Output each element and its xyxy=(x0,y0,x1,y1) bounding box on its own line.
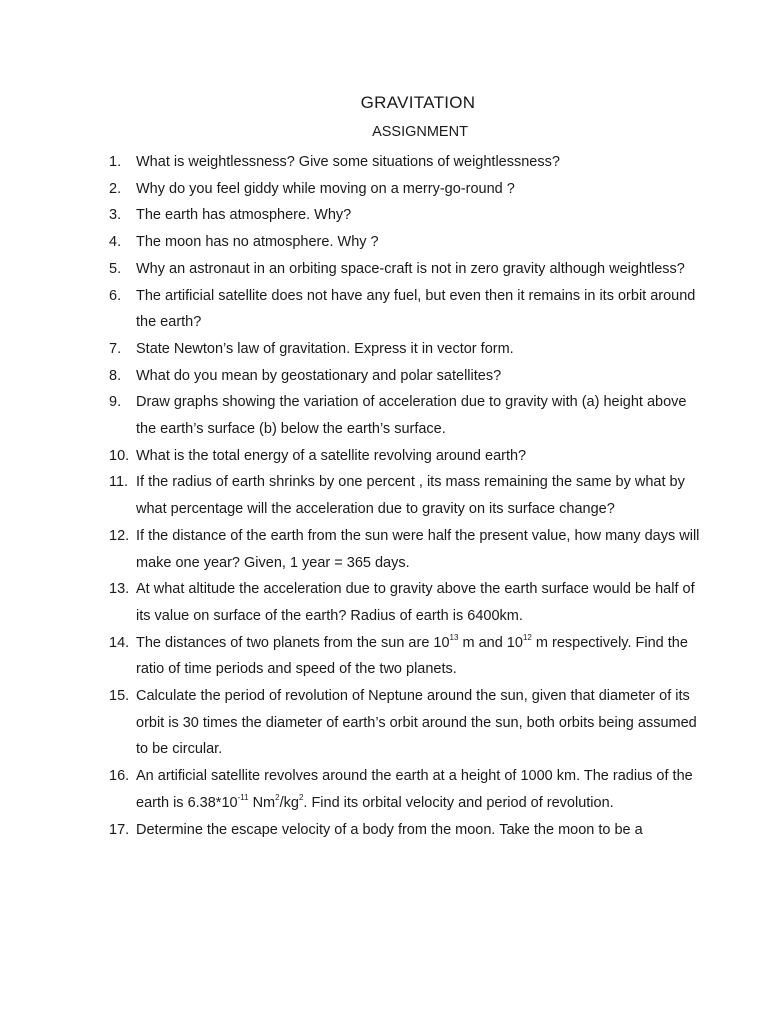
superscript: 12 xyxy=(522,632,532,642)
question-item xyxy=(109,336,709,363)
question-text-part: What do you mean by geostationary and polar satellites? xyxy=(136,367,502,384)
question-number: 10. xyxy=(109,447,130,464)
question-text xyxy=(136,448,526,464)
question-text-part: At what altitude the acceleration due to gravity above the earth surface would be half of its value on surface of the earth? Radius of earth is 6400km. xyxy=(136,581,695,624)
question-text xyxy=(136,581,695,624)
question-item xyxy=(109,176,709,203)
question-text xyxy=(136,632,688,678)
question-text-part: What is the total energy of a satellite revolving around earth? xyxy=(136,447,527,464)
superscript: 2 xyxy=(298,793,304,803)
question-number: 15. xyxy=(109,688,130,705)
question-text-part: State Newton’s law of gravitation. Express it in vector form. xyxy=(136,340,514,357)
question-number: 2. xyxy=(109,180,122,197)
question-item xyxy=(109,469,709,522)
question-text-part: If the distance of the earth from the sun were half the present value, how many days will make one year? Given, 1 year = 365 days. xyxy=(136,527,700,571)
question-number: 14. xyxy=(109,634,130,651)
question-text xyxy=(136,368,501,384)
question-text-part: Nm xyxy=(248,794,276,811)
question-list xyxy=(109,149,709,843)
question-item xyxy=(109,363,709,390)
question-text-part: An artificial satellite revolves around the earth at a height of 1000 km. The radius of the earth is 6.38*10 xyxy=(136,768,693,811)
question-text xyxy=(136,181,515,197)
question-text xyxy=(136,288,695,331)
question-number: 4. xyxy=(109,234,122,251)
question-item xyxy=(109,630,709,683)
question-text xyxy=(136,528,699,571)
question-item xyxy=(109,283,709,336)
question-text xyxy=(136,234,379,250)
question-number: 5. xyxy=(109,260,122,277)
question-item xyxy=(109,229,709,256)
question-number: 7. xyxy=(109,340,122,357)
question-item xyxy=(109,443,709,470)
question-text xyxy=(136,154,560,170)
question-text-part: /kg xyxy=(279,794,299,811)
question-number: 13. xyxy=(109,581,130,598)
question-text-part: The earth has atmosphere. Why? xyxy=(136,207,352,224)
question-text-part: If the radius of earth shrinks by one percent , its mass remaining the same by what by what percentage will the acceleration due to gravity on its surface change? xyxy=(136,474,685,518)
question-text xyxy=(136,822,643,838)
question-item xyxy=(109,389,709,442)
question-text-part: Why do you feel giddy while moving on a merry-go-round ? xyxy=(136,180,515,197)
question-text-part: Draw graphs showing the variation of acceleration due to gravity with (a) height above the earth’s surface (b) below the earth’s surface. xyxy=(136,394,687,438)
document-subtitle: ASSIGNMENT xyxy=(372,124,468,140)
question-number: 17. xyxy=(109,821,130,838)
question-text xyxy=(136,341,514,357)
question-text-part: Calculate the period of revolution of Neptune around the sun, given that diameter of its orbit is 30 times the diameter of earth’s orbit around the sun, both orbits being assumed to be circular. xyxy=(136,688,697,758)
question-text-part: . Find its orbital velocity and period of revolution. xyxy=(303,794,614,811)
question-number: 11. xyxy=(109,474,129,491)
question-text-part: Determine the escape velocity of a body from the moon. Take the moon to be a xyxy=(136,821,643,838)
question-text-part: The moon has no atmosphere. Why ? xyxy=(136,234,379,251)
document-title: GRAVITATION xyxy=(360,93,476,112)
question-text-part: What is weightlessness? Give some situations of weightlessness? xyxy=(136,154,560,170)
question-item xyxy=(109,817,709,844)
question-number: 16. xyxy=(109,768,130,785)
question-text-part: The artificial satellite does not have any fuel, but even then it remains in its orbit around the earth? xyxy=(136,287,696,331)
question-text xyxy=(136,261,685,277)
question-item xyxy=(109,202,709,229)
question-number: 9. xyxy=(109,394,122,411)
question-number: 6. xyxy=(109,287,122,304)
question-item xyxy=(109,763,709,816)
question-text-part: m and 10 xyxy=(458,634,523,651)
superscript: 2 xyxy=(275,793,280,803)
question-text xyxy=(136,768,693,811)
question-item xyxy=(109,149,709,176)
question-text-part: Why an astronaut in an orbiting space-craft is not in zero gravity although weightless? xyxy=(136,260,685,277)
question-text xyxy=(136,394,687,437)
question-item xyxy=(109,683,709,763)
superscript: 13 xyxy=(449,632,459,642)
question-text xyxy=(136,474,685,517)
question-item xyxy=(109,256,709,283)
question-number: 12. xyxy=(109,527,130,544)
question-text-part: m respectively. Find the ratio of time periods and speed of the two planets. xyxy=(136,634,688,678)
question-number: 3. xyxy=(109,207,122,224)
question-item xyxy=(109,576,709,629)
question-text xyxy=(136,207,351,223)
superscript: -11 xyxy=(237,793,249,803)
question-text xyxy=(136,688,697,757)
question-number: 8. xyxy=(109,367,122,384)
question-number: 1. xyxy=(109,154,122,170)
question-text-part: The distances of two planets from the sun are 10 xyxy=(136,634,450,651)
question-item xyxy=(109,523,709,576)
